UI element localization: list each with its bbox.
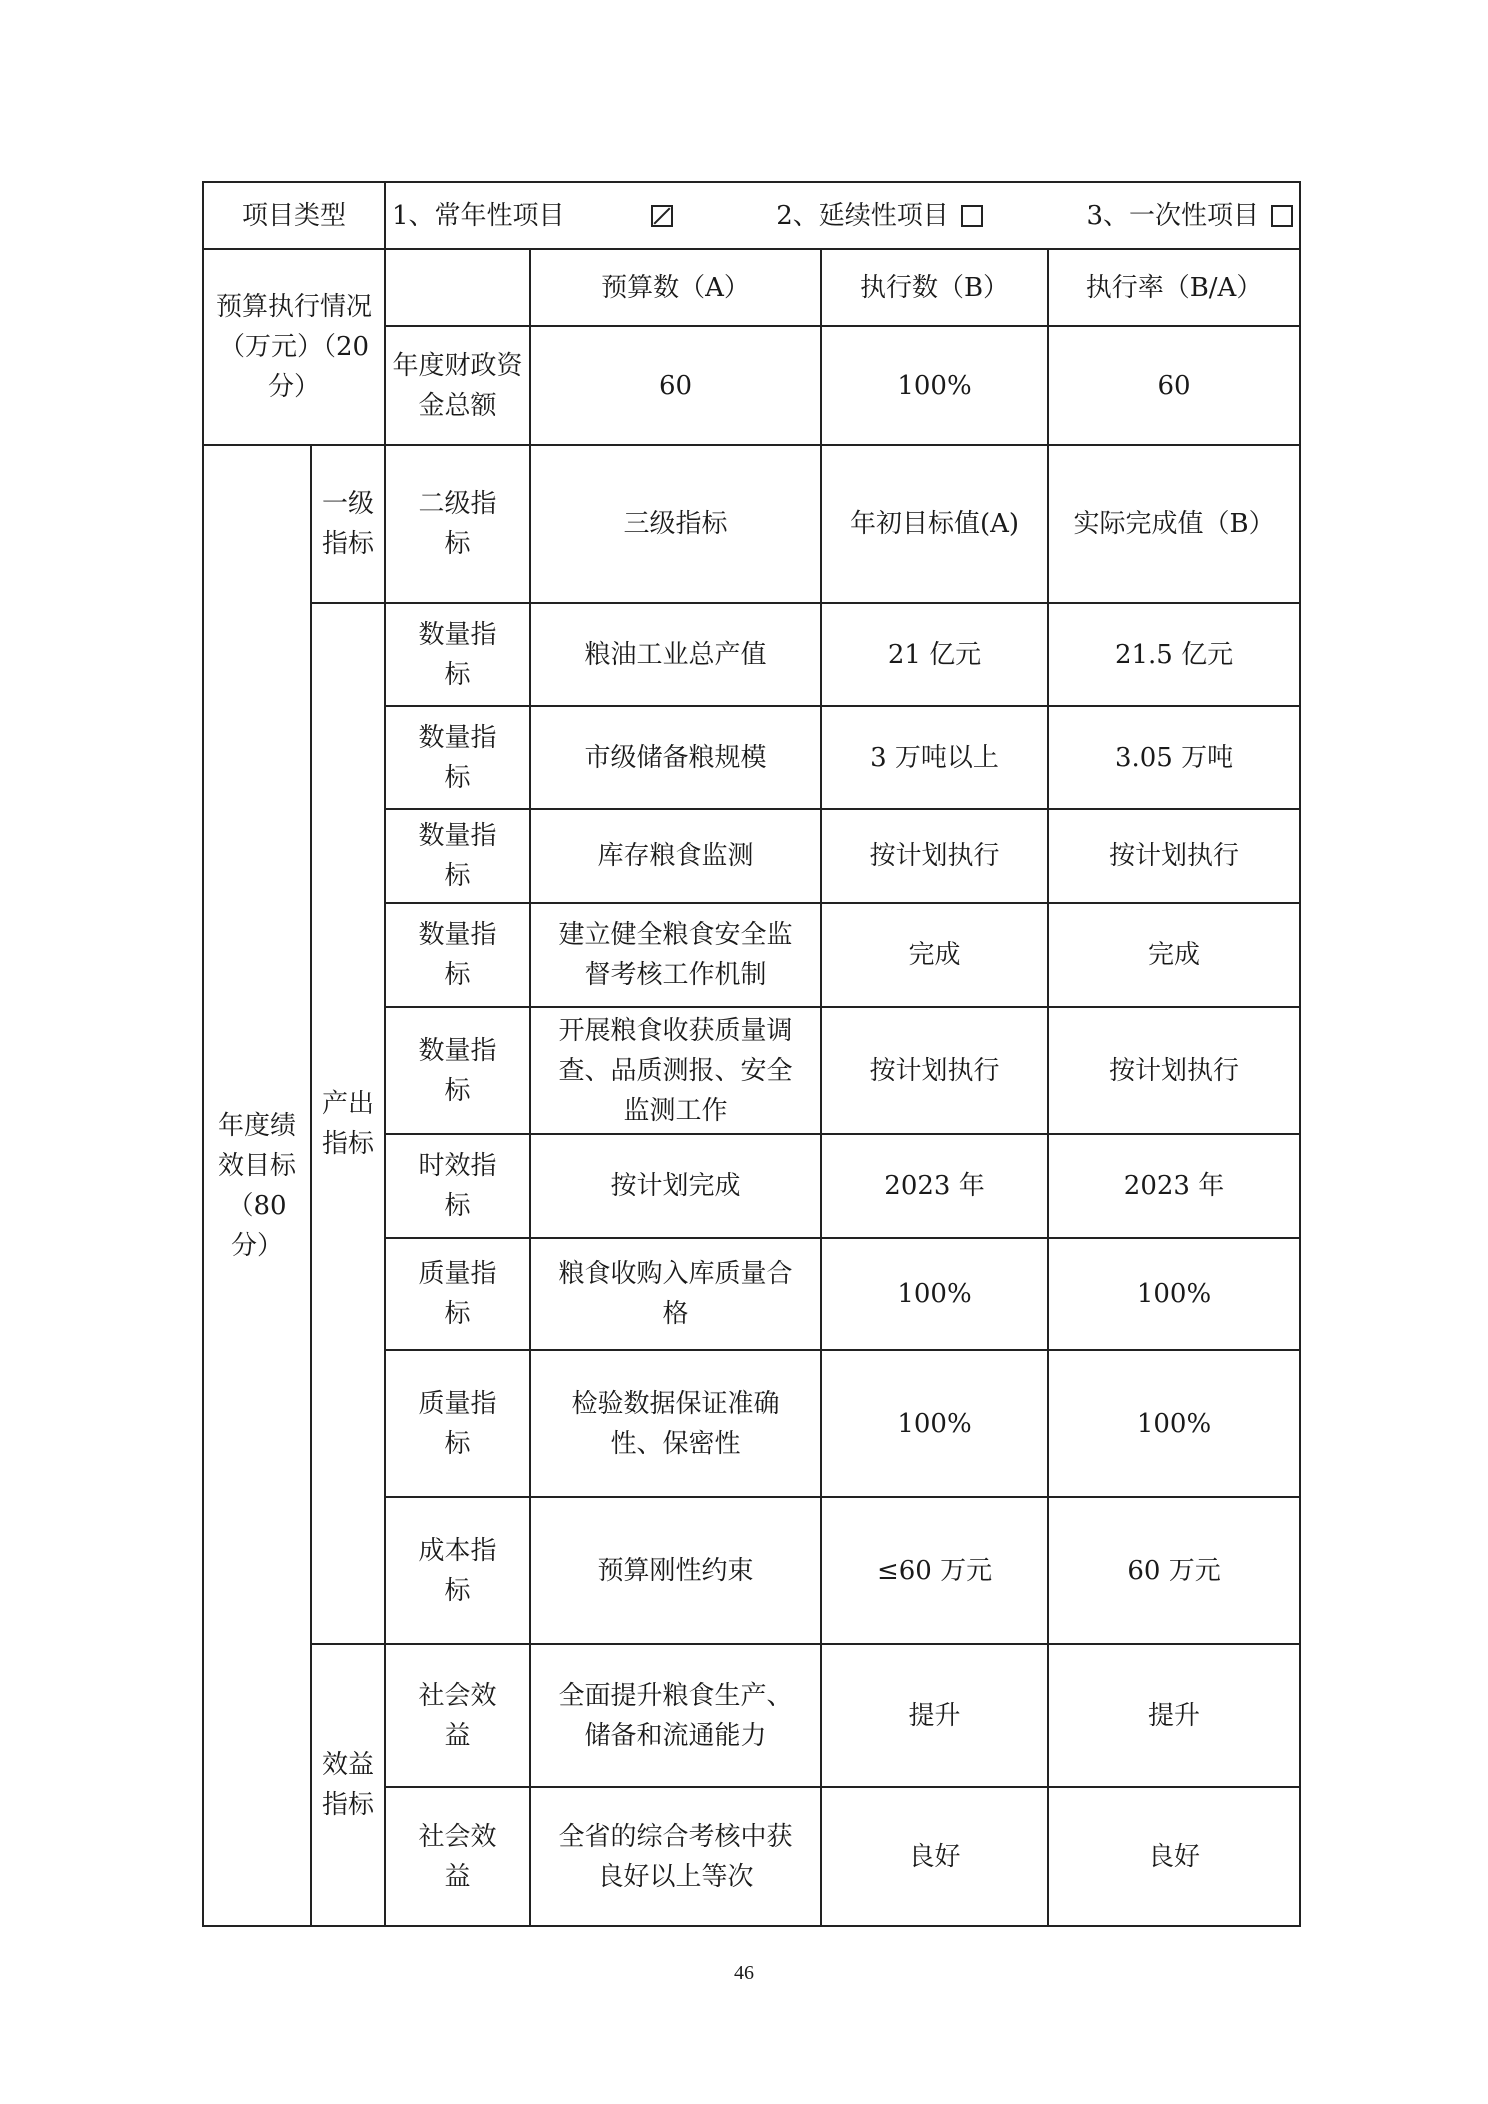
target-cell: 按计划执行 <box>821 1007 1048 1134</box>
target-cell: 2023 年 <box>821 1134 1048 1238</box>
level2-cell: 质量指标 <box>385 1350 530 1497</box>
goals-header-row <box>203 445 1300 603</box>
option-onetime-label: 3、一次性项目 <box>1086 200 1260 231</box>
target-header: 年初目标值(A) <box>821 445 1048 603</box>
actual-cell: 21.5 亿元 <box>1048 603 1300 706</box>
level2-cell: 数量指标 <box>385 603 530 706</box>
budget-row-label: 年度财政资金总额 <box>385 326 530 445</box>
level2-cell: 质量指标 <box>385 1238 530 1350</box>
actual-cell: 按计划执行 <box>1048 1007 1300 1134</box>
checkbox-empty-icon[interactable] <box>961 205 983 227</box>
checkbox-checked-icon[interactable] <box>651 205 673 227</box>
page-number: 46 <box>734 1962 754 1984</box>
level3-cell: 开展粮食收获质量调查、品质测报、安全监测工作 <box>530 1007 821 1134</box>
actual-cell: 100% <box>1048 1350 1300 1497</box>
option-continuing-label: 2、延续性项目 <box>776 200 949 231</box>
actual-cell: 提升 <box>1048 1644 1300 1787</box>
level2-cell: 数量指标 <box>385 903 530 1007</box>
actual-cell: 100% <box>1048 1238 1300 1350</box>
actual-cell: 良好 <box>1048 1787 1300 1926</box>
project-type-label: 项目类型 <box>203 182 385 249</box>
budget-value: 60 <box>530 326 821 445</box>
project-type-options <box>385 182 1300 249</box>
actual-cell: 3.05 万吨 <box>1048 706 1300 809</box>
col-budget-header: 预算数（A） <box>530 249 821 326</box>
level2-cell: 数量指标 <box>385 1007 530 1134</box>
col-exec-header: 执行数（B） <box>821 249 1048 326</box>
level3-cell: 全面提升粮食生产、储备和流通能力 <box>530 1644 821 1787</box>
target-cell: 3 万吨以上 <box>821 706 1048 809</box>
level2-cell: 社会效益 <box>385 1787 530 1926</box>
table-row <box>203 1644 1300 1787</box>
benefit-group-label: 效益指标 <box>311 1644 385 1926</box>
option-onetime <box>1086 196 1293 236</box>
option-continuing <box>776 196 983 236</box>
level3-cell: 检验数据保证准确性、保密性 <box>530 1350 821 1497</box>
actual-cell: 2023 年 <box>1048 1134 1300 1238</box>
target-cell: 提升 <box>821 1644 1048 1787</box>
target-cell: 良好 <box>821 1787 1048 1926</box>
level3-cell: 全省的综合考核中获良好以上等次 <box>530 1787 821 1926</box>
actual-cell: 按计划执行 <box>1048 809 1300 903</box>
level2-cell: 成本指标 <box>385 1497 530 1644</box>
level2-cell: 社会效益 <box>385 1644 530 1787</box>
target-cell: ≤60 万元 <box>821 1497 1048 1644</box>
level3-cell: 预算刚性约束 <box>530 1497 821 1644</box>
checkbox-empty-icon[interactable] <box>1271 205 1293 227</box>
rate-value: 60 <box>1048 326 1300 445</box>
level1-header: 一级指标 <box>311 445 385 603</box>
target-cell: 100% <box>821 1350 1048 1497</box>
col-rate-header: 执行率（B/A） <box>1048 249 1300 326</box>
table-row <box>203 603 1300 706</box>
goals-section-label: 年度绩效目标（80分） <box>203 445 311 1926</box>
level3-cell: 粮食收购入库质量合格 <box>530 1238 821 1350</box>
actual-cell: 60 万元 <box>1048 1497 1300 1644</box>
level2-cell: 时效指标 <box>385 1134 530 1238</box>
option-recurring <box>392 196 673 236</box>
level3-header: 三级指标 <box>530 445 821 603</box>
level3-cell: 按计划完成 <box>530 1134 821 1238</box>
option-recurring-label: 1、常年性项目 <box>392 200 565 231</box>
target-cell: 21 亿元 <box>821 603 1048 706</box>
level3-cell: 市级储备粮规模 <box>530 706 821 809</box>
actual-header: 实际完成值（B） <box>1048 445 1300 603</box>
actual-cell: 完成 <box>1048 903 1300 1007</box>
level3-cell: 库存粮食监测 <box>530 809 821 903</box>
exec-value: 100% <box>821 326 1048 445</box>
level2-header: 二级指标 <box>385 445 530 603</box>
empty-cell <box>385 249 530 326</box>
project-type-row <box>203 182 1300 249</box>
budget-section-label: 预算执行情况（万元）（20分） <box>203 249 385 445</box>
target-cell: 100% <box>821 1238 1048 1350</box>
budget-header-row <box>203 249 1300 326</box>
performance-table <box>202 181 1301 1927</box>
target-cell: 完成 <box>821 903 1048 1007</box>
target-cell: 按计划执行 <box>821 809 1048 903</box>
level3-cell: 建立健全粮食安全监督考核工作机制 <box>530 903 821 1007</box>
output-group-label: 产出指标 <box>311 603 385 1644</box>
level3-cell: 粮油工业总产值 <box>530 603 821 706</box>
level2-cell: 数量指标 <box>385 706 530 809</box>
level2-cell: 数量指标 <box>385 809 530 903</box>
